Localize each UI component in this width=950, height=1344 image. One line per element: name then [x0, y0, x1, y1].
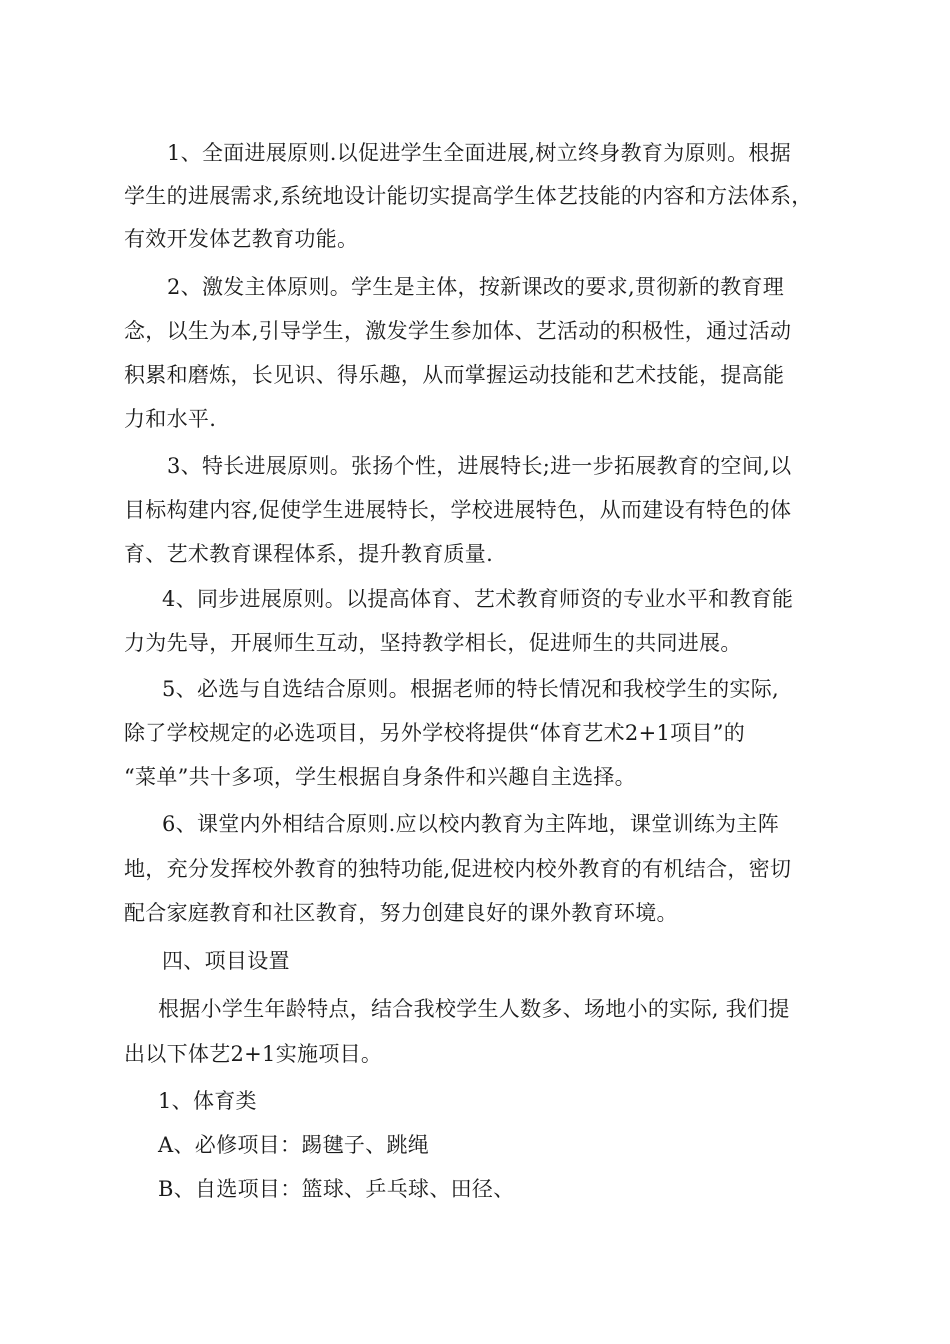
text-line: “菜单”共十多项，学生根据自身条件和兴趣自主选择。: [124, 765, 636, 789]
text-line: 5、必选与自选结合原则。根据老师的特长情况和我校学生的实际,: [162, 677, 780, 701]
subsection-heading: 1、体育类: [158, 1089, 257, 1113]
text-line: 地，充分发挥校外教育的独特功能,促进校内校外教育的有机结合，密切: [124, 857, 792, 881]
text-line: 6、课堂内外相结合原则.应以校内教育为主阵地，课堂训练为主阵: [162, 812, 780, 836]
list-item: B、自选项目：篮球、乒乓球、田径、: [158, 1177, 515, 1201]
text-line: 4、同步进展原则。以提高体育、艺术教育师资的专业水平和教育能: [162, 587, 794, 611]
text-line: 学生的进展需求,系统地设计能切实提高学生体艺技能的内容和方法体系，: [124, 184, 813, 208]
text-line: 出以下体艺2+1实施项目。: [124, 1042, 383, 1066]
text-line: 1、全面进展原则.以促进学生全面进展,树立终身教育为原则。根据: [167, 141, 792, 165]
text-line: 2、激发主体原则。学生是主体，按新课改的要求,贯彻新的教育理: [167, 275, 785, 299]
text-line: 根据小学生年龄特点，结合我校学生人数多、场地小的实际, 我们提: [158, 997, 790, 1021]
text-line: 有效开发体艺教育功能。: [124, 227, 359, 251]
text-line: 积累和磨炼，长见识、得乐趣，从而掌握运动技能和艺术技能，提高能: [124, 363, 785, 387]
text-line: 3、特长进展原则。张扬个性，进展特长;进一步拓展教育的空间,以: [167, 454, 792, 478]
text-line: 力和水平.: [124, 407, 217, 431]
section-heading: 四、项目设置: [162, 949, 290, 973]
text-line: 念，以生为本,引导学生，激发学生参加体、艺活动的积极性，通过活动: [124, 319, 792, 343]
text-line: 配合家庭教育和社区教育，努力创建良好的课外教育环境。: [124, 901, 678, 925]
text-line: 力为先导，开展师生互动，坚持教学相长，促进师生的共同进展。: [124, 631, 742, 655]
list-item: A、必修项目：踢毽子、跳绳: [158, 1133, 430, 1157]
text-line: 目标构建内容,促使学生进展特长，学校进展特色，从而建设有特色的体: [124, 498, 792, 522]
text-line: 除了学校规定的必选项目，另外学校将提供“体育艺术2+1项目”的: [124, 721, 746, 745]
text-line: 育、艺术教育课程体系，提升教育质量.: [124, 542, 494, 566]
